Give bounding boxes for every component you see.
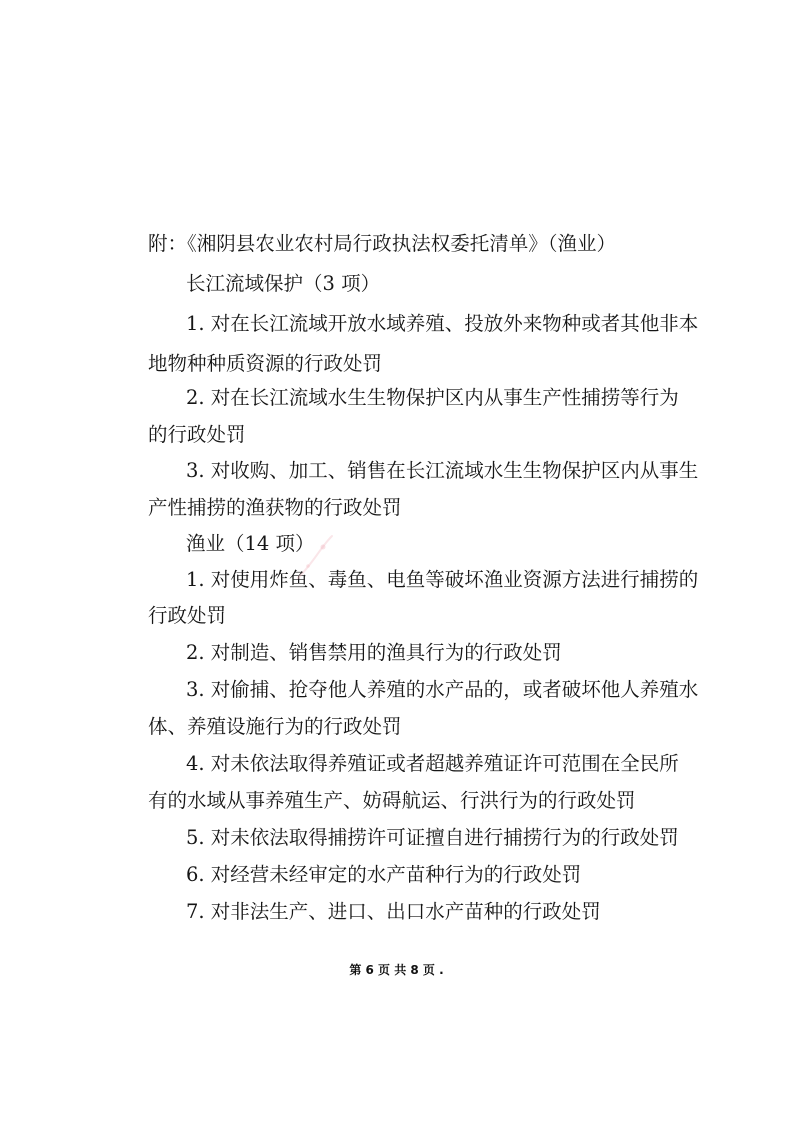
yangtze-item-3-line-1: 3. 对收购、加工、销售在长江流域水生生物保护区内从事生	[186, 459, 699, 482]
fishery-item-5-line-1: 5. 对未依法取得捕捞许可证擅自进行捕捞行为的行政处罚	[186, 826, 679, 849]
yangtze-item-1-line-1: 1. 对在长江流域开放水域养殖、投放外来物种或者其他非本	[186, 312, 699, 335]
yangtze-item-2-line-1: 2. 对在长江流域水生生物保护区内从事生产性捕捞等行为	[186, 386, 679, 409]
fishery-item-1-line-2: 行政处罚	[148, 604, 227, 627]
page-number-footer: 第 6 页 共 8 页 .	[349, 963, 444, 977]
section-heading-fishery: 渔业（14 项）	[186, 532, 315, 555]
yangtze-item-3-line-2: 产性捕捞的渔获物的行政处罚	[148, 496, 402, 519]
fishery-item-4-line-2: 有的水域从事养殖生产、妨碍航运、行洪行为的行政处罚	[148, 789, 636, 812]
attachment-title: 附：《湘阴县农业农村局行政执法权委托清单》（渔业）	[148, 232, 617, 255]
fishery-item-4-line-1: 4. 对未依法取得养殖证或者超越养殖证许可范围在全民所	[186, 752, 679, 775]
yangtze-item-1-line-2: 地物种种质资源的行政处罚	[148, 352, 383, 375]
fishery-item-6-line-1: 6. 对经营未经审定的水产苗种行为的行政处罚	[186, 863, 582, 886]
fishery-item-7-line-1: 7. 对非法生产、进口、出口水产苗种的行政处罚	[186, 900, 601, 923]
section-heading-yangtze: 长江流域保护（3 项）	[186, 272, 381, 295]
fishery-item-2-line-1: 2. 对制造、销售禁用的渔具行为的行政处罚	[186, 641, 562, 664]
fishery-item-1-line-1: 1. 对使用炸鱼、毒鱼、电鱼等破坏渔业资源方法进行捕捞的	[186, 568, 699, 591]
fishery-item-3-line-2: 体、养殖设施行为的行政处罚	[148, 715, 402, 738]
yangtze-item-2-line-2: 的行政处罚	[148, 423, 246, 446]
fishery-item-3-line-1: 3. 对偷捕、抢夺他人养殖的水产品的，或者破坏他人养殖水	[186, 678, 699, 701]
